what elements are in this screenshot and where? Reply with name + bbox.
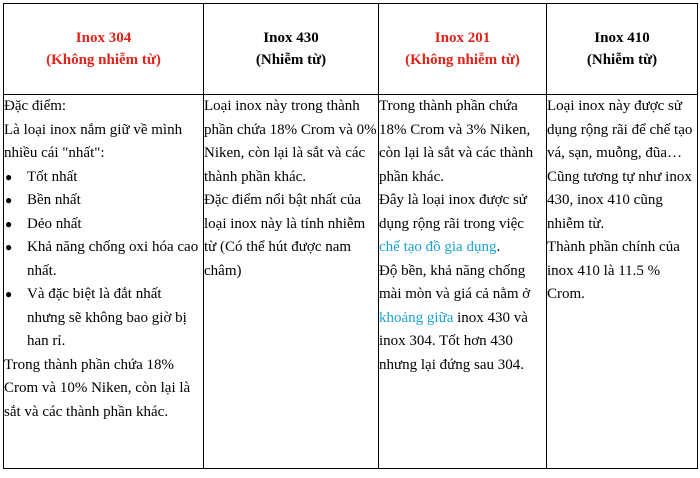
feature-label: Đặc điểm: (4, 98, 67, 114)
inox-comparison-table (3, 3, 698, 469)
composition-text: Loại inox này trong thành phần chứa 18% Crom và 0% Niken, còn lại là sắt và các thành phần khác. (204, 98, 377, 185)
list-item: ● Bền nhất (4, 189, 203, 213)
bullet-icon: ● (5, 169, 13, 184)
composition-text: Thành phần chính của inox 410 là 11.5 % Crom. (547, 239, 680, 302)
magnetic-text: Cũng tương tự như inox 430, inox 410 cũng nhiễm từ. (547, 168, 692, 232)
bullet-icon: ● (5, 193, 13, 207)
feature-text: Đặc điểm nổi bật nhất của loại inox này là tính nhiễm từ (Có thể hút được nam châm) (204, 192, 366, 279)
cell-inox-304 (4, 95, 204, 469)
feature-intro: Là loại inox nắm giữ về mình nhiều cái "nhất": (4, 121, 183, 161)
bullet-icon: ● (5, 240, 13, 254)
header-subtitle: (Không nhiễm từ) (46, 52, 161, 68)
list-item: ● Dẻo nhất (4, 213, 203, 237)
header-row (4, 4, 698, 95)
list-item: ● Tốt nhất (4, 166, 203, 190)
header-subtitle: (Nhiễm từ) (255, 52, 327, 68)
list-item: ● Và đặc biệt là đắt nhất nhưng sẽ không bao giờ bị han rỉ. (4, 283, 203, 354)
bullet-icon: ● (5, 287, 13, 301)
usage-text: Loại inox này được sử dụng rộng rãi để chế tạo vá, sạn, muỗng, đũa… (547, 98, 693, 161)
header-inox-201 (379, 4, 547, 95)
header-title: Inox 304 (75, 30, 132, 46)
header-title: Inox 201 (434, 30, 491, 46)
composition-text: Trong thành phần chứa 18% Crom và 3% Niken, còn lại là sắt và các thành phần khác. (379, 98, 534, 185)
content-row (4, 95, 698, 469)
header-inox-304 (4, 4, 204, 95)
cell-inox-430 (204, 95, 379, 469)
composition-text: Trong thành phần chứa 18% Crom và 10% Niken, còn lại là sắt và các thành phần khác. (4, 356, 191, 420)
header-subtitle: (Nhiễm từ) (586, 52, 658, 68)
header-inox-410 (547, 4, 698, 95)
bullet-icon: ● (5, 216, 13, 231)
link-che-tao-do-gia-dung[interactable]: chế tạo đồ gia dụng (379, 239, 497, 255)
cell-inox-201 (379, 95, 547, 469)
header-subtitle: (Không nhiễm từ) (405, 52, 520, 68)
usage-text: Đây là loại inox được sử dụng rộng rãi trong việc chế tạo đồ gia dụng. (379, 192, 527, 255)
feature-list (4, 166, 203, 354)
header-title: Inox 430 (263, 30, 319, 46)
link-khoang-giua[interactable]: khoảng giữa (379, 309, 454, 326)
list-item: ● Khả năng chống oxi hóa cao nhất. (4, 236, 203, 283)
header-inox-430 (204, 4, 379, 95)
durability-text: Độ bền, khả năng chống mài mòn và giá cả nằm ở khoảng giữa inox 430 và inox 304. Tốt hơn 430 nhưng lại đứng sau 304. (379, 262, 531, 373)
cell-inox-410 (547, 95, 698, 469)
header-title: Inox 410 (594, 30, 650, 46)
